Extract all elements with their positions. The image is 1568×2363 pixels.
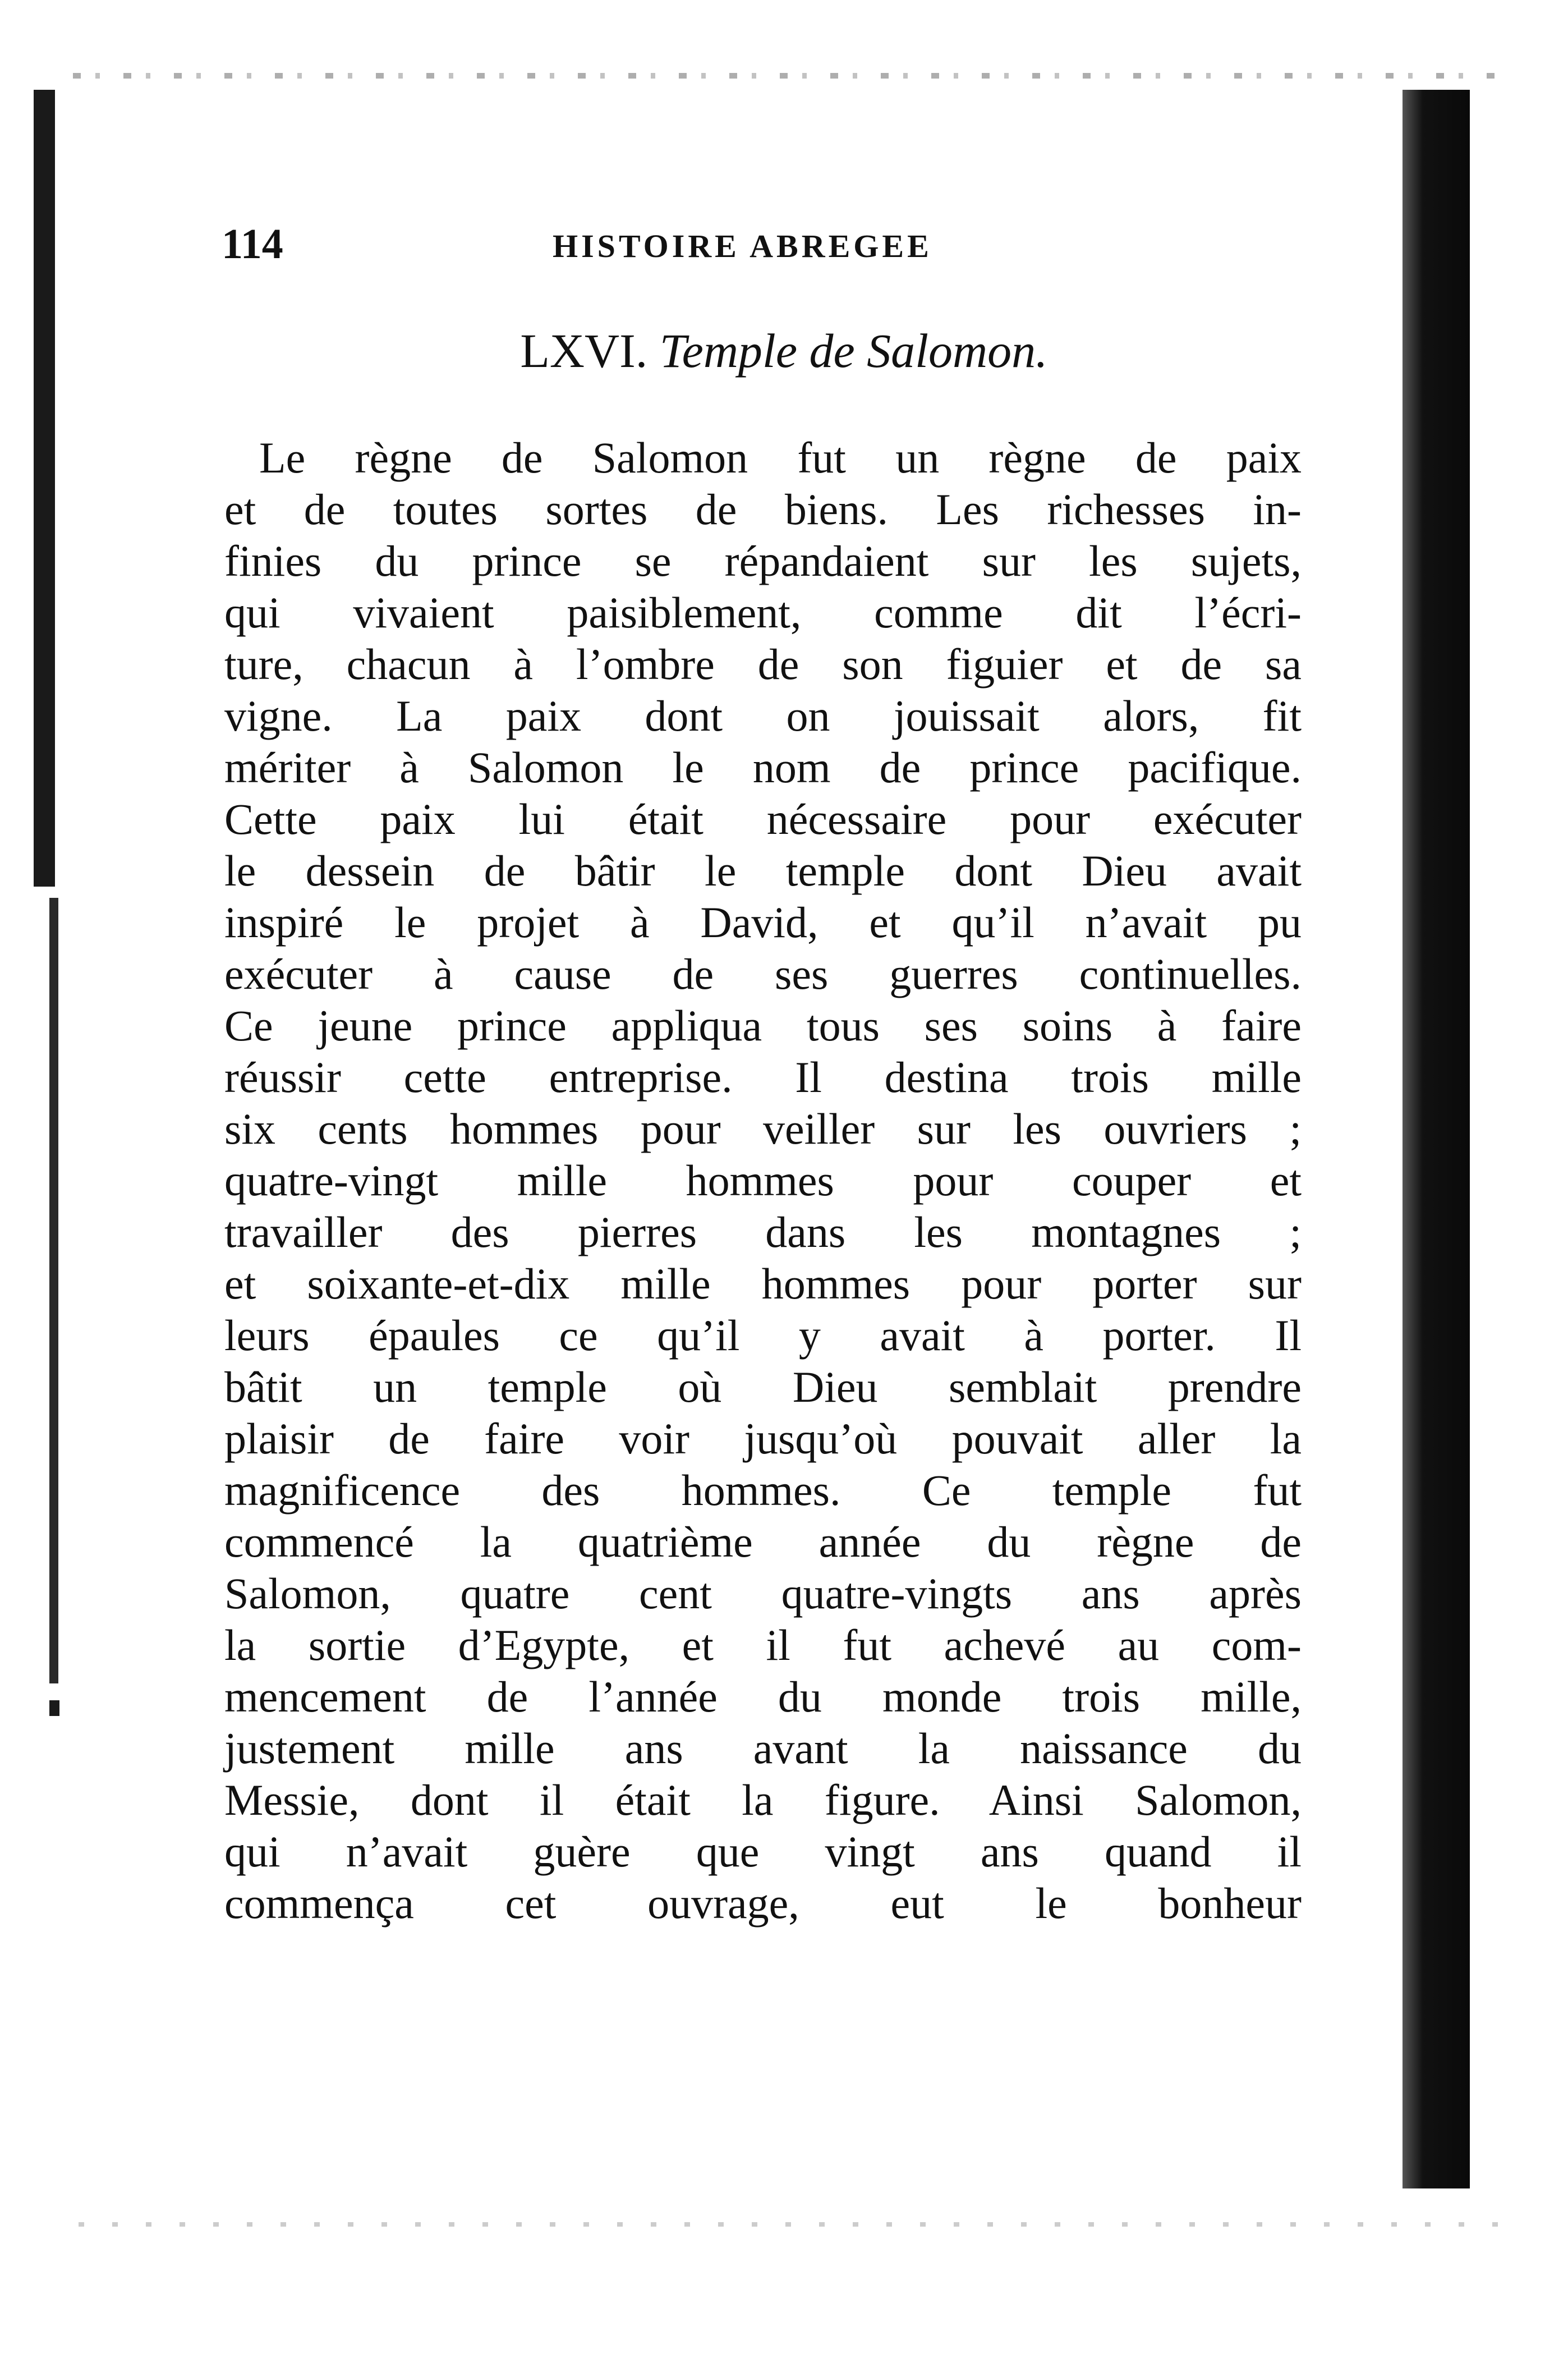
text-line: travailler des pierres dans les montagnes ; [224,1208,1302,1256]
text-line: Cette paix lui était nécessaire pour exécuter [224,795,1302,843]
body-text [224,432,1302,1929]
text-line: vigne. La paix dont on jouissait alors, fit [224,691,1302,740]
scan-noise-bottom [79,2222,1503,2227]
text-line: finies du prince se répandaient sur les sujets, [224,536,1302,585]
text-line: et de toutes sortes de biens. Les richesses in- [224,485,1302,534]
text-line: mériter à Salomon le nom de prince pacifique. [224,743,1302,792]
chapter-title: Temple de Salomon. [659,324,1048,378]
page-number: 114 [222,221,283,268]
text-line: plaisir de faire voir jusqu’où pouvait aller la [224,1414,1302,1463]
text-line: réussir cette entreprise. Il destina trois mille [224,1053,1302,1102]
text-line: qui n’avait guère que vingt ans quand il [224,1827,1302,1876]
text-line: magnificence des hommes. Ce temple fut [224,1466,1302,1515]
text-line: leurs épaules ce qu’il y avait à porter. Il [224,1311,1302,1360]
text-line: Le règne de Salomon fut un règne de paix [259,433,1302,482]
text-line: la sortie d’Egypte, et il fut achevé au com- [224,1621,1302,1669]
chapter-heading [0,320,1568,382]
text-line: inspiré le projet à David, et qu’il n’avait pu [224,898,1302,947]
text-line: Messie, dont il était la figure. Ainsi Salomon, [224,1775,1302,1824]
text-line: quatre-vingt mille hommes pour couper et [224,1156,1302,1205]
text-line: Ce jeune prince appliqua tous ses soins à faire [224,1001,1302,1050]
text-line: six cents hommes pour veiller sur les ouvriers ; [224,1104,1302,1153]
text-line: commencé la quatrième année du règne de [224,1517,1302,1566]
page-header [222,219,1316,269]
scan-edge-left [34,90,55,887]
chapter-number: LXVI. [520,324,648,378]
text-line: mencement de l’année du monde trois mille, [224,1672,1302,1721]
text-line: Salomon, quatre cent quatre-vingts ans après [224,1569,1302,1618]
scan-edge-right [1403,90,1470,2188]
running-head: HISTOIRE ABREGEE [553,228,932,264]
text-line: le dessein de bâtir le temple dont Dieu avait [224,846,1302,895]
text-line: exécuter à cause de ses guerres continuelles. [224,949,1302,998]
text-line: justement mille ans avant la naissance du [224,1724,1302,1773]
scan-noise-top [73,73,1498,79]
text-line: commença cet ouvrage, eut le bonheur [224,1879,1302,1928]
scan-mark [49,1700,59,1716]
text-line: ture, chacun à l’ombre de son figuier et de sa [224,640,1302,689]
text-line: bâtit un temple où Dieu semblait prendre [224,1362,1302,1411]
text-line: et soixante-et-dix mille hommes pour porter sur [224,1259,1302,1308]
scan-edge-left-lower [49,898,58,1683]
text-line: qui vivaient paisiblement, comme dit l’écri- [224,588,1302,637]
